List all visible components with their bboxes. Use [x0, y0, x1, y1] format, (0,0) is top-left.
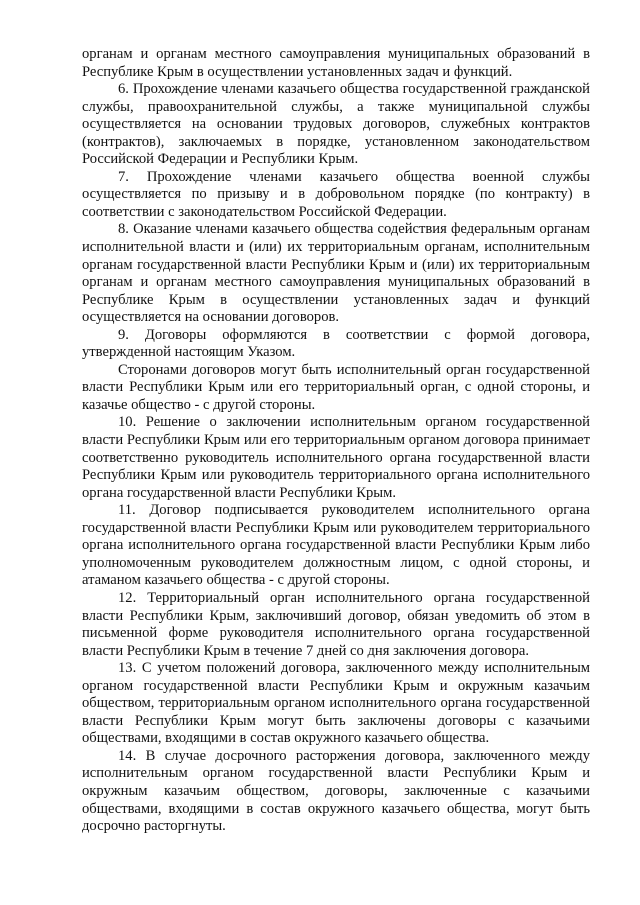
paragraph-8: 8. Оказание членами казачьего общества содействия федеральным органам исполнительной власти и (или) их территориальным органам, исполнительным органам государственной власти Республики Крым и (или) их территориальным органам и органам местного самоуправления муниципальных образований в Республике Крым в осуществлении установленных задач и функций осуществляется на основании договоров. — [82, 221, 590, 326]
paragraph-14: 14. В случае досрочного расторжения договора, заключенного между исполнительным органом государственной власти Республики Крым и окружным казачьим обществом, договоры, заключенные с казачьими обществами, входящими в состав окружного казачьего общества, могут быть досрочно расторгнуты. — [82, 747, 590, 835]
document-page — [82, 46, 590, 836]
paragraph-6: 6. Прохождение членами казачьего общества государственной гражданской службы, правоохранительной службы, а также муниципальной службы осуществляется на основании трудовых договоров, служебных контрактов (контрактов), заключаемых в порядке, установленном законодательством Российской Федерации и Республики Крым. — [82, 81, 590, 168]
paragraph-13: 13. С учетом положений договора, заключенного между исполнительным органом государственной власти Республики Крым и окружным казачьим обществом, территориальным органом исполнительного органа государственной власти Республики Крым могут быть заключены договоры с казачьими обществами, входящими в состав окружного казачьего общества. — [82, 660, 590, 747]
paragraph-9-parties: Сторонами договоров могут быть исполнительный орган государственной власти Республики Крым или его территориальный орган, с одной стороны, и казачье общество - с другой стороны. — [82, 361, 590, 413]
paragraph-12: 12. Территориальный орган исполнительного органа государственной власти Республики Крым, заключивший договор, обязан уведомить об этом в письменной форме руководителя исполнительного органа государственной власти Республики Крым в течение 7 дней со дня заключения договора. — [82, 589, 590, 659]
paragraph-7: 7. Прохождение членами казачьего общества военной службы осуществляется по призыву и в добровольном порядке (по контракту) в соответствии с законодательством Российской Федерации. — [82, 168, 590, 220]
paragraph-11: 11. Договор подписывается руководителем исполнительного органа государственной власти Республики Крым или руководителем территориального органа исполнительного органа государственной власти Республики Крым либо уполномоченным руководителем должностным лицом, с одной стороны, и атаманом казачьего общества - с другой стороны. — [82, 502, 590, 589]
paragraph-9: 9. Договоры оформляются в соответствии с формой договора, утвержденной настоящим Указом. — [82, 326, 590, 361]
paragraph-10: 10. Решение о заключении исполнительным органом государственной власти Республики Крым или его территориальным органом договора принимает соответственно руководитель исполнительного органа государственной власти Республики Крым или руководитель территориального органа исполнительного органа государственной власти Республики Крым. — [82, 414, 590, 501]
paragraph-continuation: органам и органам местного самоуправления муниципальных образований в Республике Крым в осуществлении установленных задач и функций. — [82, 46, 590, 80]
